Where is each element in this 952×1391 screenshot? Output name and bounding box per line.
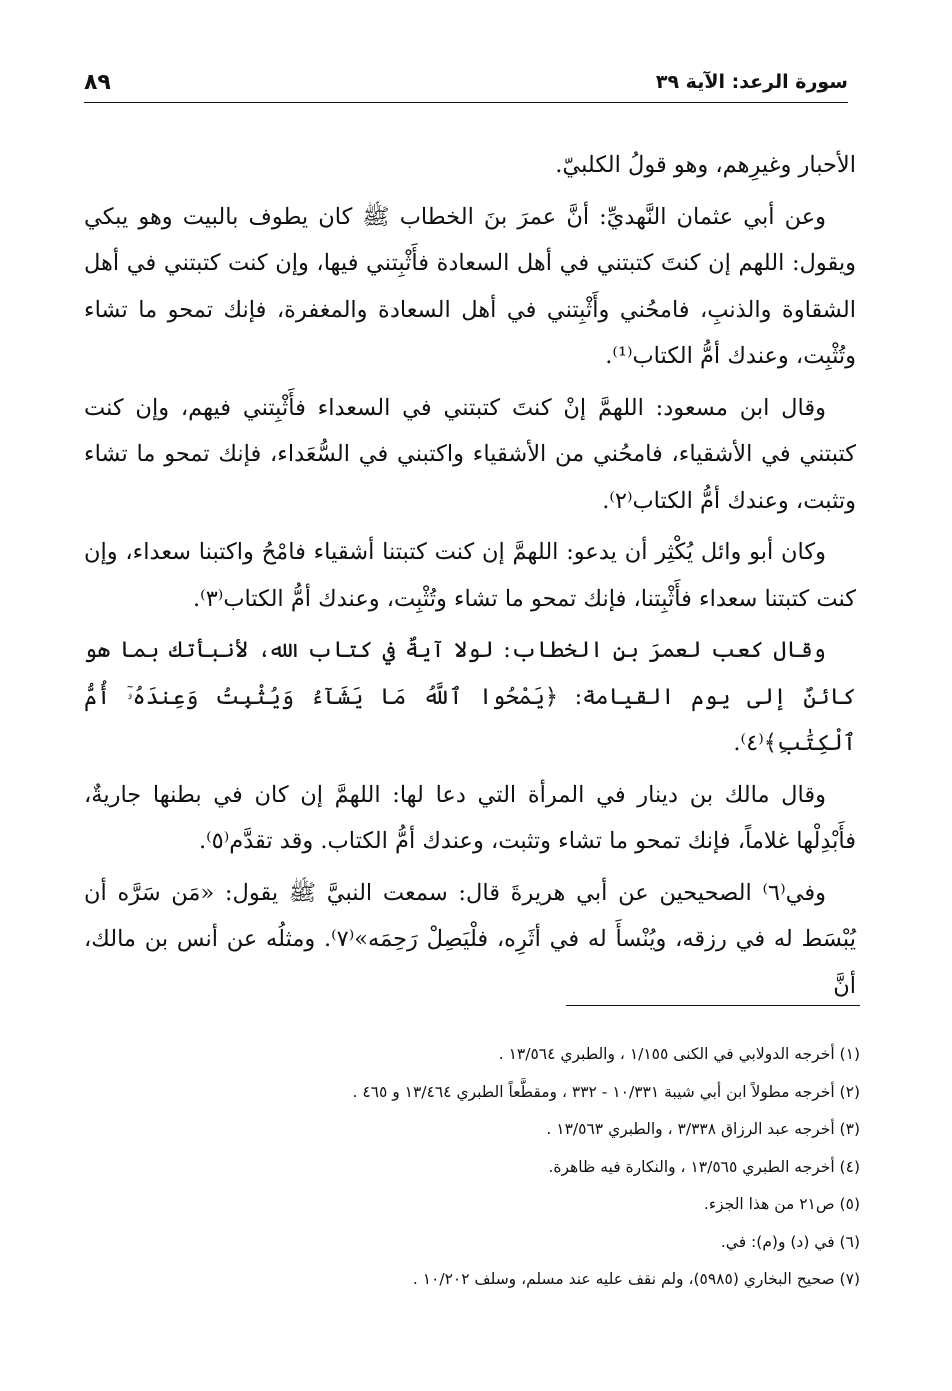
paragraph: وعن أبي عثمان النَّهديِّ: أنَّ عمرَ بنَ الخطاب ﷺ كان يطوف بالبيت وهو يبكي ويقول: اللهم إن كنتَ كتبتني في أهل السعادة فأَثْبِتني فيها، وإن كنت كتبتني في أهل الشقاوة والذنبِ، فامحُني وأَثْبِتني في أهل السعادة والمغفرة، فإنك تمحو ما تشاء وتُثْبِت، وعندك أمُّ الكتاب⁽¹⁾. [84,203,856,369]
paragraph: وفي⁽٦⁾ الصحيحين عن أبي هريرةَ قال: سمعت النبيَّ ﷺ يقول: «مَن سَرَّه أن يُبْسَط له في رزقه، ويُنْسأَ له في أثَرِه، فلْيَصِلْ رَحِمَه»⁽٧⁾. ومثلُه عن أنس بن مالك، أنَّ [84,879,856,999]
footnote: (٣) أخرجه عبد الرزاق ٣/٣٣٨ ، والطبري ١٣/٥٦٣ . [546,1120,860,1138]
footnote: (٧) صحيح البخاري (٥٩٨٥)، ولم نقف عليه عند مسلم، وسلف ١٠/٢٠٢ . [412,1270,860,1288]
main-text [84,142,856,1014]
footnote: (٥) ص٢١ من هذا الجزء. [703,1195,860,1213]
footnote: (١) أخرجه الدولابي في الكنى ١/١٥٥ ، والطبري ١٣/٥٦٤ . [498,1045,860,1063]
page-number: ٨٩ [84,69,111,95]
footnote: (٤) أخرجه الطبري ١٣/٥٦٥ ، والنكارة فيه ظاهرة. [548,1157,860,1176]
footnote: (٦) في (د) و(م): في. [720,1232,860,1251]
footnote-separator [566,1005,860,1006]
footnotes [84,1036,860,1299]
paragraph: وقال ابن مسعود: اللهمَّ إنْ كنتَ كتبتني في السعداء فأَثْبِتني فيهم، وإن كنت كتبتني في الأشقياء، فامحُني من الأشقياء واكتبني في السُّعَداء، فإنك تمحو ما تشاء وتثبت، وعندك أمُّ الكتاب⁽٢⁾. [84,394,856,514]
footnote: (٢) أخرجه مطولاً ابن أبي شيبة ١٠/٣٣١ - ٣٣٢ ، ومقطَّعاً الطبري ١٣/٤٦٤ و ٤٦٥ . [352,1082,860,1101]
paragraph: الأحبار وغيرِهم، وهو قولُ الكلبيّ. [555,152,856,178]
running-title: سورة الرعد: الآية ٣٩ [655,71,848,93]
paragraph: وقال مالك بن دينار في المرأة التي دعا لها: اللهمَّ إن كان في بطنها جاريةٌ، فأَبْدِلْها غلاماً، فإنك تمحو ما تشاء وتثبت، وعندك أمُّ الكتاب. وقد تقدَّم⁽٥⁾. [84,781,856,854]
paragraph: وقال كعب لعمرَ بنِ الخطاب: لولا آيةٌ في كتاب الله، لأنبأتك بما هو كائنٌ إلى يوم القيامة: ﴿يَمْحُوا ٱللَّهُ مَا يَشَآءُ وَيُثْبِتُ وَعِندَهُۥٓ أُمُّ ٱلْكِتَٰبِ﴾⁽٤⁾. [84,637,856,756]
running-header [84,62,848,103]
paragraph: وكان أبو وائل يُكْثِر أن يدعو: اللهمَّ إن كنت كتبتنا أشقياء فامْحُ واكتبنا سعداء، وإن كنت كتبتنا سعداء فأَثْبِتنا، فإنك تمحو ما تشاء وتُثْبِت، وعندك أمُّ الكتاب⁽٣⁾. [84,539,856,612]
